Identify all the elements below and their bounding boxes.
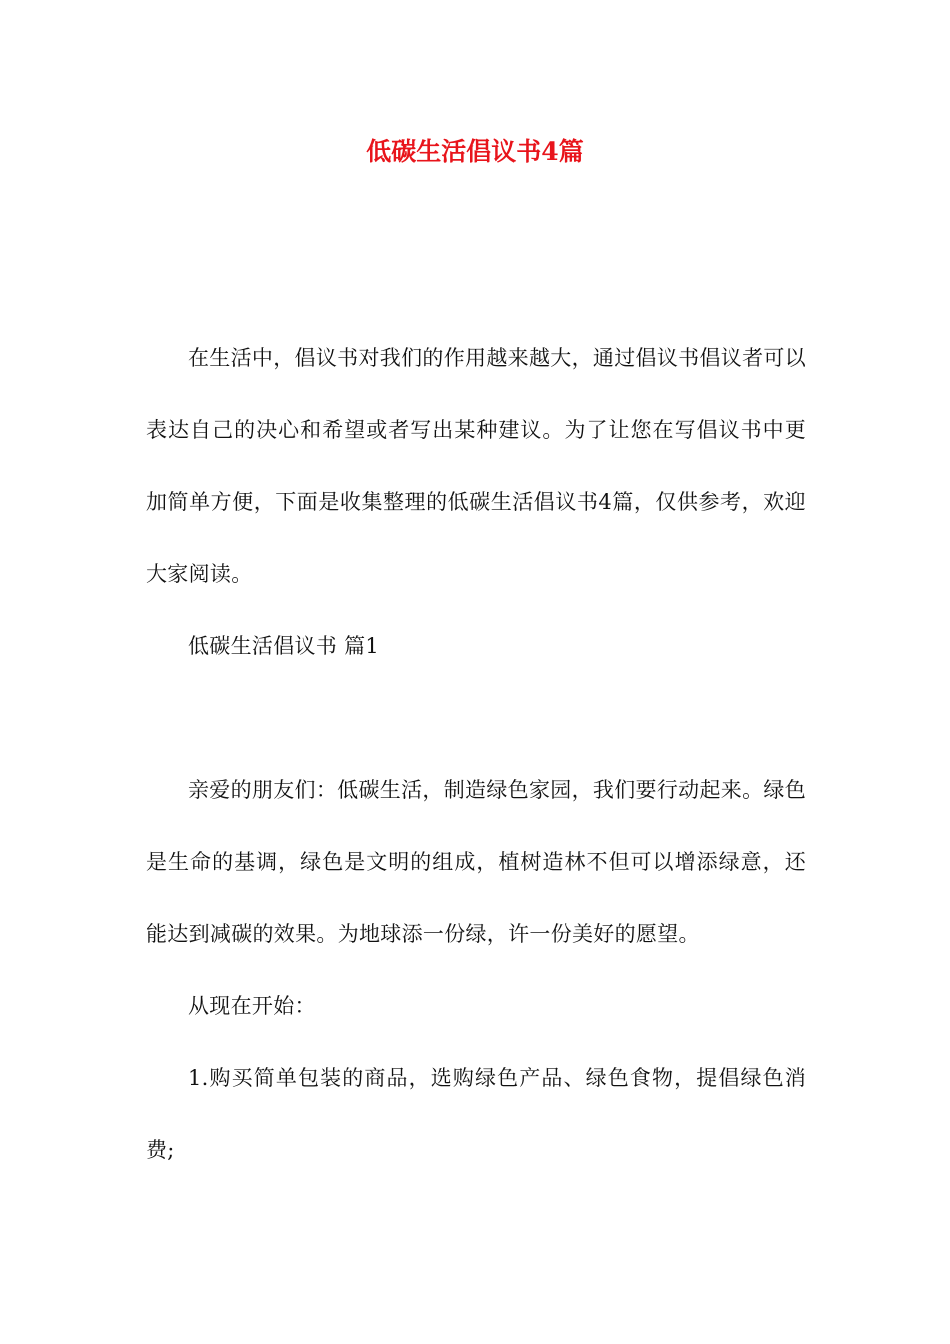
document-body (146, 322, 806, 1186)
list-item: 1.购买简单包装的商品，选购绿色产品、绿色食物，提倡绿色消费; (146, 1066, 806, 1162)
paragraph-gap (146, 682, 806, 754)
section-heading: 低碳生活倡议书 篇1 (188, 634, 380, 658)
body-paragraph: 从现在开始： (188, 994, 316, 1018)
document-title: 低碳生活倡议书4篇 (366, 137, 584, 166)
intro-paragraph: 在生活中，倡议书对我们的作用越来越大，通过倡议书倡议者可以表达自己的决心和希望或者写出某种建议。为了让您在写倡议书中更加简单方便，下面是收集整理的低碳生活倡议书4篇，仅供参考，欢迎大家阅读。 (146, 346, 806, 586)
body-paragraph: 亲爱的朋友们：低碳生活，制造绿色家园，我们要行动起来。绿色是生命的基调，绿色是文明的组成，植树造林不但可以增添绿意，还能达到减碳的效果。为地球添一份绿，许一份美好的愿望。 (146, 778, 806, 946)
